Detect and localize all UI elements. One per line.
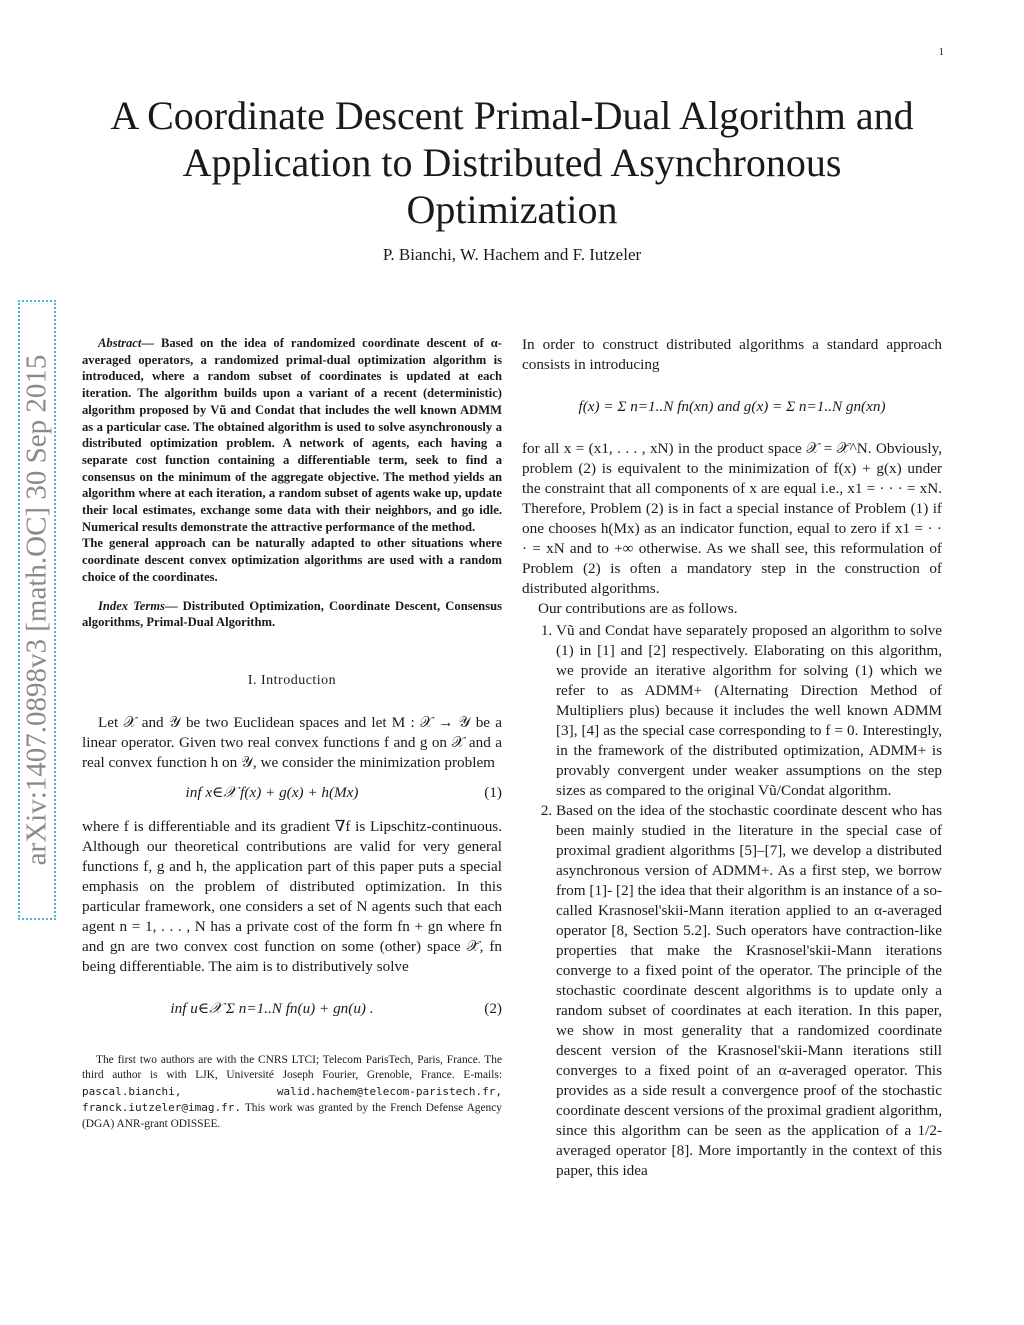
right-paragraph-2: for all x = (x1, . . . , xN) in the product space 𝒳 = 𝒳̄^N. Obviously, problem (2) is equivalent to the minimization of f(x) + g(x) under the constraint that all components of x are equal i.e., x1 = · · · = xN. Therefore, Problem (2) is in fact a special instance of Problem (1) if one chooses h(Mx) as an indicator function, equal to zero if x1 = · · · = xN and to +∞ otherwise. As we shall see, this reformulation of Problem (2) is often a mandatory step in the construction of distributed algorithms. xyxy=(522,440,942,597)
contribution-2-text: Based on the idea of the stochastic coordinate descent who has been mainly studied in the literature in the special case of proximal gradient algorithms [5]–[7], we develop a distributed asynchronous version of ADMM+. As a first step, we borrow from [1]- [2] the idea that their algorithm is an instance of a so-called Krasnosel'skii-Mann iteration applied to an α-averaged operator [8, Section 5.2]. Such operators have contraction-like properties that make the Krasnosel'skii-Mann iterations converge to a fixed point of the operator. The principle of the stochastic coordinate descent algorithms is to update only a random subset of coordinates at each iteration. In this paper, we show in most generality that a randomized coordinate descent version of the Krasnosel'skii-Mann iterations still converges to a fixed point of an α-averaged operator. This provides as a side result a convergence proof of the stochastic coordinate descent versions of the proximal gradient algorithm, since this algorithm can be seen as the application of a 1/2-averaged operator [8]. More importantly in the context of this paper, this idea xyxy=(556,802,942,1179)
arxiv-identifier[interactable]: arXiv:1407.0898v3 [math.OC] 30 Sep 2015 xyxy=(20,354,53,866)
contribution-item-1 xyxy=(556,621,942,801)
intro-paragraph-1: Let 𝒳 and 𝒴 be two Euclidean spaces and let M : 𝒳 → 𝒴 be a linear operator. Given two real convex functions f and g on 𝒳 and a real convex function h on 𝒴, we consider the minimization problem xyxy=(82,713,502,771)
index-terms-label: Index Terms xyxy=(98,598,165,613)
footnote xyxy=(82,1053,502,1133)
equation-2 xyxy=(82,977,502,1041)
footnote-funding: This work was granted by the French Defense Agency (DGA) ANR-grant ODISSEE. xyxy=(82,1102,502,1130)
equation-3-body: f(x) = Σ n=1..N fn(xn) and g(x) = Σ n=1..N gn(xn) xyxy=(578,398,886,415)
equation-2-number: (2) xyxy=(484,999,502,1017)
abstract xyxy=(82,335,502,586)
section-heading-introduction: I. Introduction xyxy=(247,672,337,688)
equation-1-number: (1) xyxy=(484,783,502,801)
contribution-1-text: Vũ and Condat have separately proposed an algorithm to solve (1) in [1] and [2] respectively. Elaborating on this algorithm, we provide an iterative algorithm for solving (1) which we refer to as ADMM+ (Alternating Direction Method of Multipliers plus) because it includes the well known ADMM [3], [4] as the special case corresponding to f = 0. Interestingly, in the framework of the distributed optimization, ADMM+ is provably convergent under weaker assumptions on the step sizes as compared to the original Vũ/Condat algorithm. xyxy=(556,622,942,799)
intro-paragraph-2: where f is differentiable and its gradient ∇f is Lipschitz-continuous. Although our theoretical contributions are valid for very general functions f, g and h, the application part of this paper puts a special emphasis on the problem of distributed optimization. In this particular framework, one considers a set of N agents such that each agent n = 1, . . . , N has a private cost of the form fn + gn where fn and gn are two convex cost function on some (other) space 𝒳̄, fn being differentiable. The aim is to distributively solve xyxy=(82,817,502,975)
abstract-text: — Based on the idea of randomized coordinate descent of α-averaged operators, a randomized primal-dual optimization algorithm is introduced, where a random subset of coordinates is updated at each iteration. The algorithm builds upon a variant of a recent (deterministic) algorithm proposed by Vũ and Condat that includes the well known ADMM as a particular case. The obtained algorithm is used to solve asynchronously a distributed optimization problem. A network of agents, each having a separate cost function containing a differentiable term, seek to find a consensus on the minimum of the aggregate objective. The method yields an algorithm where at each iteration, a random subset of agents wake up, update their local estimates, exchange some data with their neighbors, and go idle. Numerical results demonstrate the attractive performance of the method. xyxy=(82,336,502,534)
paper-authors: P. Bianchi, W. Hachem and F. Iutzeler xyxy=(382,245,642,264)
right-paragraph-1: In order to construct distributed algorithms a standard approach consists in introducing xyxy=(522,336,942,373)
arxiv-watermark[interactable] xyxy=(6,300,66,920)
page-number: 1 xyxy=(938,46,944,58)
contributions-intro: Our contributions are as follows. xyxy=(538,600,738,617)
equation-1-body: inf x∈𝒳 f(x) + g(x) + h(Mx) xyxy=(185,783,359,801)
index-terms-text: — Distributed Optimization, Coordinate Descent, Consensus algorithms, Primal-Dual Algorithm. xyxy=(82,598,502,630)
footnote-affiliations: The first two authors are with the CNRS LTCI; Telecom ParisTech, Paris, France. The third author is with LJK, Université Joseph Fourier, Grenoble, France. E-mails: xyxy=(82,1053,502,1082)
equation-1 xyxy=(82,773,502,817)
right-column xyxy=(522,335,942,1181)
abstract-text-2: The general approach can be naturally adapted to other situations where coordinate descent convex optimization algorithms are used with a random choice of the coordinates. xyxy=(82,536,502,584)
contribution-item-2 xyxy=(556,801,942,1181)
equation-3 xyxy=(522,375,942,439)
paper-title: A Coordinate Descent Primal-Dual Algorithm and Application to Distributed Asynchronous Optimization xyxy=(110,93,914,232)
contributions-list xyxy=(522,621,942,1181)
abstract-label: Abstract xyxy=(98,336,142,350)
left-column xyxy=(82,335,502,1132)
footnote-emails[interactable]: pascal.bianchi, walid.hachem@telecom-paristech.fr, franck.iutzeler@imag.fr. xyxy=(82,1084,502,1115)
equation-2-body: inf u∈𝒳 Σ n=1..N fn(u) + gn(u) . xyxy=(170,999,374,1017)
index-terms xyxy=(82,598,502,631)
